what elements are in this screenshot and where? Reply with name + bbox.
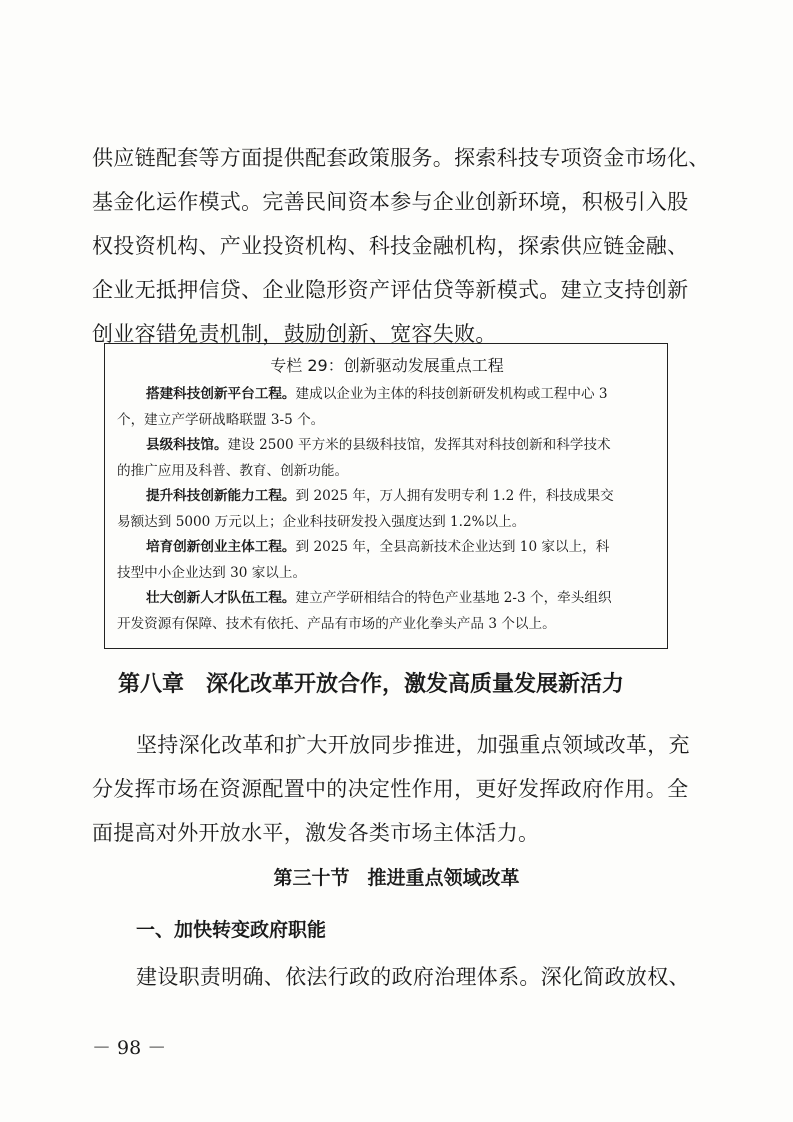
project-item bbox=[117, 535, 657, 586]
section-title: 推进重点领域改革 bbox=[367, 867, 520, 889]
paragraph-line: 坚持深化改革和扩大开放同步推进，加强重点领域改革，充 bbox=[136, 733, 690, 757]
intro-paragraph bbox=[92, 136, 710, 356]
chapter-title: 深化改革开放合作，激发高质量发展新活力 bbox=[206, 671, 625, 697]
paragraph-line: 分发挥市场在资源配置中的决定性作用，更好发挥政府作用。全 bbox=[92, 777, 689, 801]
project-item-text: 技型中小企业达到 30 家以上。 bbox=[117, 564, 307, 581]
project-item-text: 建设 2500 平方米的县级科技馆，发挥其对科技创新和科学技术 bbox=[227, 437, 611, 453]
project-item-head: 提升科技创新能力工程。 bbox=[146, 488, 296, 504]
project-item bbox=[117, 433, 657, 484]
section-number: 第三十节 bbox=[273, 867, 350, 889]
paragraph-line: 权投资机构、产业投资机构、科技金融机构，探索供应链金融、 bbox=[92, 234, 689, 258]
column-box bbox=[104, 343, 668, 649]
project-item-text: 个，建立产学研战略联盟 3-5 个。 bbox=[117, 411, 325, 428]
project-item-text: 开发资源有保障、技术有依托、产品有市场的产业化拳头产品 3 个以上。 bbox=[117, 615, 556, 632]
project-item-text: 易额达到 5000 万元以上；企业科技研发投入强度达到 1.2%以上。 bbox=[117, 513, 526, 530]
chapter-number: 第八章 bbox=[118, 671, 185, 697]
project-item-text: 到 2025 年，万人拥有发明专利 1.2 件，科技成果交 bbox=[295, 488, 614, 504]
project-item-text: 建立产学研相结合的特色产业基地 2-3 个，牵头组织 bbox=[295, 590, 612, 606]
project-item-head: 搭建科技创新平台工程。 bbox=[146, 386, 296, 402]
project-item-text: 建成以企业为主体的科技创新研发机构或工程中心 3 bbox=[295, 386, 608, 402]
section-heading bbox=[0, 860, 793, 896]
subsection-paragraph bbox=[136, 955, 716, 999]
paragraph-line: 创业容错免责机制，鼓励创新、宽容失败。 bbox=[92, 322, 497, 346]
paragraph-line: 企业无抵押信贷、企业隐形资产评估贷等新模式。建立支持创新 bbox=[92, 278, 689, 302]
project-item-head: 培育创新创业主体工程。 bbox=[146, 539, 296, 555]
project-item-head: 县级科技馆。 bbox=[146, 437, 228, 453]
project-item bbox=[117, 484, 657, 535]
project-item-text: 的推广应用及科普、教育、创新功能。 bbox=[117, 462, 349, 479]
paragraph-line: 建设职责明确、依法行政的政府治理体系。深化简政放权、 bbox=[136, 965, 690, 989]
column-box-title: 专栏 29：创新驱动发展重点工程 bbox=[270, 356, 504, 375]
paragraph-line: 面提高对外开放水平，激发各类市场主体活力。 bbox=[92, 821, 540, 845]
paragraph-line: 供应链配套等方面提供配套政策服务。探索科技专项资金市场化、 bbox=[92, 146, 710, 170]
chapter-paragraph bbox=[92, 723, 704, 855]
project-item-text: 到 2025 年，全县高新技术企业达到 10 家以上，科 bbox=[295, 539, 610, 555]
subsection-heading: 一、加快转变政府职能 bbox=[136, 919, 327, 941]
project-item bbox=[117, 382, 657, 433]
paragraph-line: 基金化运作模式。完善民间资本参与企业创新环境，积极引入股 bbox=[92, 190, 689, 214]
project-item-head: 壮大创新人才队伍工程。 bbox=[146, 590, 296, 606]
project-item bbox=[117, 586, 657, 637]
page-number: － 98 － bbox=[92, 1037, 167, 1059]
